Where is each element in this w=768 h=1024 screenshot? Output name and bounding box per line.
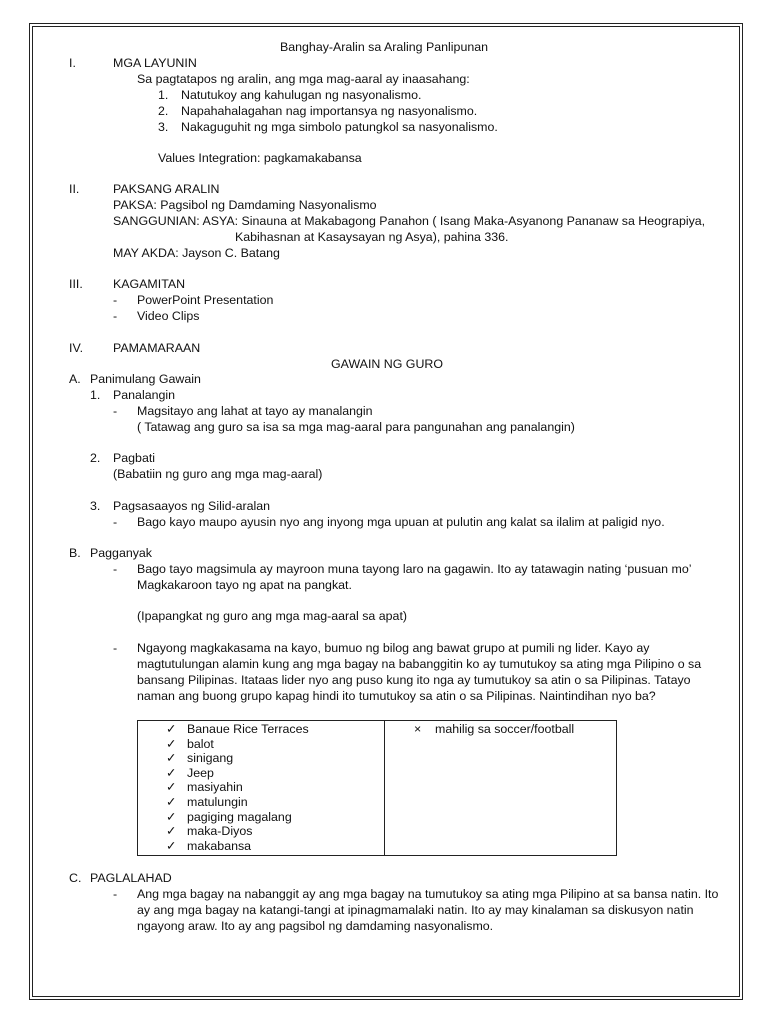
section-number: I.	[69, 56, 76, 70]
section-heading: PAKSANG ARALIN	[113, 182, 220, 196]
bullet-dash: -	[113, 404, 118, 418]
objectives-intro: Sa pagtatapos ng aralin, ang mga mag-aaral ay inaasahang:	[137, 72, 470, 86]
material-item: Video Clips	[137, 309, 200, 323]
part-heading: Panimulang Gawain	[90, 372, 201, 386]
bullet-dash: -	[113, 515, 118, 529]
section-number: III.	[69, 277, 83, 291]
procedure-subtitle: GAWAIN NG GURO	[331, 357, 443, 371]
objective-text: Nakaguguhit ng mga simbolo patungkol sa nasyonalismo.	[181, 120, 498, 134]
step-text: Magsitayo ang lahat at tayo ay manalangin	[137, 404, 373, 418]
step-heading: Panalangin	[113, 388, 176, 402]
bullet-dash: -	[113, 293, 118, 307]
game-table	[137, 720, 617, 856]
table-cell: maka-Diyos	[187, 824, 253, 839]
part-heading: Pagganyak	[90, 546, 153, 560]
step-heading: Pagsasaayos ng Silid-aralan	[113, 499, 271, 513]
section-number: II.	[69, 182, 80, 196]
step-heading: Pagbati	[113, 451, 156, 465]
check-icon: ✓	[166, 722, 177, 736]
paragraph-line: Ang mga bagay na nabanggit ay ang mga bagay na tumutukoy sa ating mga Pilipino at sa bansa natin. Ito	[137, 887, 719, 901]
paragraph-line: ngayong araw. Ito ay ang pagsibol ng damdaming nasyonalismo.	[137, 919, 494, 933]
table-cell: matulungin	[187, 795, 248, 809]
cross-icon: ×	[414, 722, 422, 736]
paragraph-line: naman ang buong grupo kapag hindi ito tumutukoy sa atin o sa Pilipinas. Naintindihan nyo ba?	[137, 689, 656, 703]
check-icon: ✓	[166, 824, 177, 839]
paragraph-line: bansang Pilipinas. Itataas lider nyo ang puso kung ito nga ay tumutukoy sa atin o sa Pilipinas. Tatayo	[137, 673, 691, 687]
material-item: PowerPoint Presentation	[137, 293, 274, 307]
part-label: A.	[69, 372, 81, 386]
part-label: C.	[69, 871, 82, 885]
bullet-dash: -	[113, 887, 118, 901]
table-cell: masiyahin	[187, 780, 243, 795]
table-cell: balot	[187, 736, 214, 751]
section-number: IV.	[69, 341, 84, 355]
paragraph-line: Ngayong magkakasama na kayo, bumuo ng bilog ang bawat grupo at pumili ng lider. Kayo ay	[137, 641, 650, 655]
check-icon: ✓	[166, 736, 177, 751]
table-cell: Jeep	[187, 765, 214, 780]
topic-line: PAKSA: Pagsibol ng Damdaming Nasyonalismo	[113, 198, 377, 212]
bullet-dash: -	[113, 309, 118, 323]
check-icon: ✓	[166, 751, 177, 766]
paragraph-line: Bago tayo magsimula ay mayroon muna tayong laro na gagawin. Ito ay tatawagin nating ‘pusuan mo’	[137, 562, 692, 576]
objective-number: 2.	[158, 104, 169, 118]
table-cell: sinigang	[187, 751, 234, 766]
table-cell: Banaue Rice Terraces	[187, 722, 309, 736]
paragraph-line: Magkakaroon tayo ng apat na pangkat.	[137, 578, 352, 592]
table-cell: pagiging magalang	[187, 809, 292, 824]
paragraph-line: ay ang mga bagay na katangi-tangi at ipinagmamalaki natin. Ito ay may kinalaman sa diskusyon natin	[137, 903, 694, 917]
step-number: 2.	[90, 451, 101, 465]
check-icon: ✓	[166, 795, 177, 809]
part-heading: PAGLALAHAD	[90, 871, 172, 885]
table-divider	[384, 721, 385, 855]
table-cell: makabansa	[187, 838, 252, 853]
author-line: MAY AKDA: Jayson C. Batang	[113, 246, 280, 260]
check-icon: ✓	[166, 838, 177, 853]
values-integration: Values Integration: pagkamakabansa	[158, 151, 362, 165]
section-heading: MGA LAYUNIN	[113, 56, 197, 70]
reference-line: SANGGUNIAN: ASYA: Sinauna at Makabagong Panahon ( Isang Maka-Asyanong Pananaw sa Heograpiya,	[113, 214, 706, 228]
step-number: 1.	[90, 388, 101, 402]
reference-line-cont: Kabihasnan at Kasaysayan ng Asya), pahina 336.	[235, 230, 509, 244]
step-text: ( Tatawag ang guro sa isa sa mga mag-aaral para pangunahan ang panalangin)	[137, 420, 575, 434]
section-heading: PAMAMARAAN	[113, 341, 201, 355]
part-label: B.	[69, 546, 81, 560]
objective-text: Napahahalagahan nag importansya ng nasyonalismo.	[181, 104, 478, 118]
check-icon: ✓	[166, 809, 177, 824]
bullet-dash: -	[113, 641, 118, 655]
paragraph-line: magtutulungan alamin kung ang mga bagay na babanggitin ko ay tumutukoy sa ating mga Pilipino o sa	[137, 657, 702, 671]
step-text: (Babatiin ng guro ang mga mag-aaral)	[113, 467, 323, 481]
table-cell: mahilig sa soccer/football	[435, 722, 575, 736]
bullet-dash: -	[113, 562, 118, 576]
objective-text: Natutukoy ang kahulugan ng nasyonalismo.	[181, 88, 422, 102]
teacher-note: (Ipapangkat ng guro ang mga mag-aaral sa apat)	[137, 609, 408, 623]
objective-number: 3.	[158, 120, 169, 134]
step-text: Bago kayo maupo ayusin nyo ang inyong mga upuan at pulutin ang kalat sa ilalim at paligid nyo.	[137, 515, 665, 529]
objective-number: 1.	[158, 88, 169, 102]
check-icon: ✓	[166, 780, 177, 795]
step-number: 3.	[90, 499, 101, 513]
document-title: Banghay-Aralin sa Araling Panlipunan	[279, 40, 489, 54]
check-icon: ✓	[166, 765, 177, 780]
section-heading: KAGAMITAN	[113, 277, 186, 291]
